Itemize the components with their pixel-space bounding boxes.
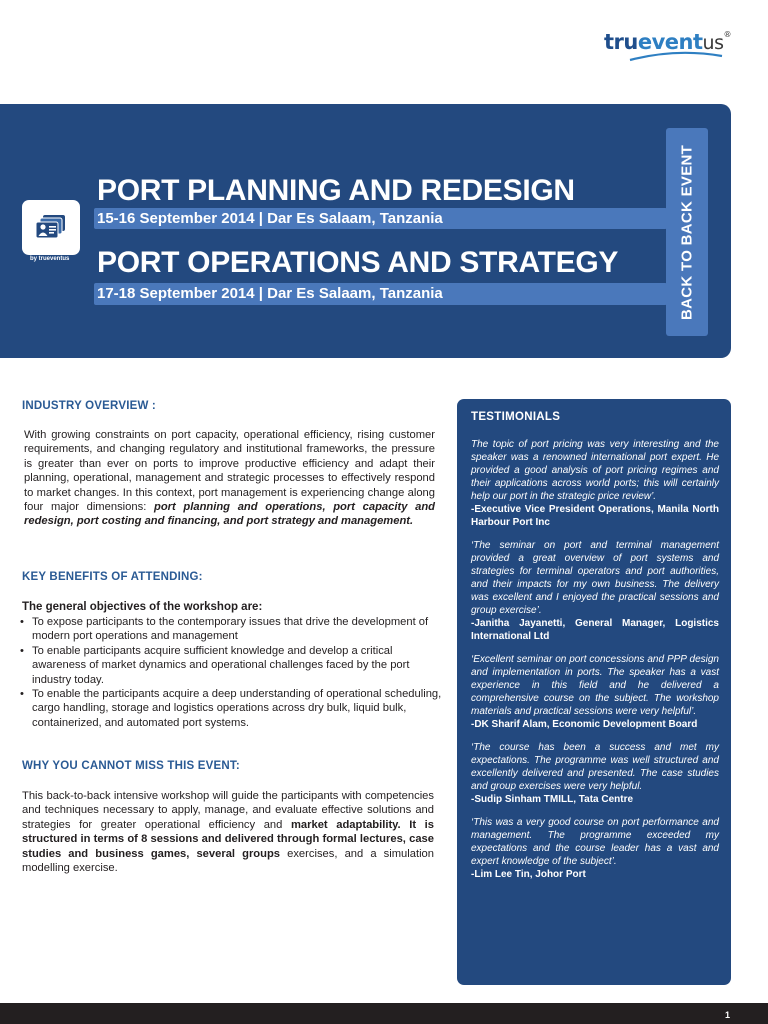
event-badge-icon xyxy=(22,200,80,255)
testimonials-heading: TESTIMONIALS xyxy=(471,411,561,423)
testimonial-item xyxy=(471,653,719,731)
event-title-port-planning: PORT PLANNING AND REDESIGN xyxy=(97,174,575,207)
testimonial-item xyxy=(471,438,719,529)
why-text-bold: market adaptability. It is structured in terms of 8 sessions and delivered through formal lectures, case studies and business games, several groups xyxy=(22,818,434,860)
industry-overview-heading: INDUSTRY OVERVIEW : xyxy=(22,400,156,412)
logo-registered-mark: ® xyxy=(723,30,731,39)
testimonial-author: -Lim Lee Tin, Johor Port xyxy=(471,869,586,880)
key-benefits-heading: KEY BENEFITS OF ATTENDING: xyxy=(22,571,203,583)
business-cards-icon xyxy=(35,214,67,240)
testimonial-item xyxy=(471,741,719,806)
benefit-text: To enable the participants acquire a deep understanding of operational scheduling, cargo handling, storage and logistics operations across dry bulk, liquid bulk, containerized, and automated port systems. xyxy=(32,688,442,729)
testimonial-author: -Executive Vice President Operations, Manila North Harbour Port Inc xyxy=(471,504,719,528)
event-title-port-operations: PORT OPERATIONS AND STRATEGY xyxy=(97,246,619,279)
back-to-back-label: BACK TO BACK EVENT xyxy=(678,144,696,320)
logo-text-tru: tru xyxy=(604,30,638,54)
event-header-banner xyxy=(0,104,731,358)
testimonial-author: -Sudip Sinham TMILL, Tata Centre xyxy=(471,794,634,805)
badge-caption: by trueventus xyxy=(30,256,70,262)
page-footer-bar xyxy=(0,1003,768,1024)
benefits-list xyxy=(20,615,442,730)
event-date-location-1: 15-16 September 2014 | Dar Es Salaam, Tanzania xyxy=(97,210,443,227)
logo-swoosh-icon xyxy=(628,50,724,62)
logo-text-us: us xyxy=(702,32,724,54)
testimonial-author: -Janitha Jayanetti, General Manager, Logistics International Ltd xyxy=(471,618,719,642)
logo-text-event: event xyxy=(637,30,703,54)
list-item xyxy=(20,615,442,644)
testimonial-quote: ‘The seminar on port and terminal management provided a great overview of port systems and strategies for terminal operators and port authorities, and their impacts for my own business. The delivery was excellent and I enjoyed the practical sessions and group exercise’. xyxy=(471,540,719,616)
testimonial-quote: The topic of port pricing was very interesting and the speaker was a renowned international port expert. He provided a good analysis of port pricing regimes and their applications across world ports; this will certainly help our port in the strategic price review’. xyxy=(471,439,719,502)
why-attend-text xyxy=(22,789,434,875)
testimonial-quote: ‘This was a very good course on port performance and management. The programme exceeded my expectations and the course leader has a vast and expert knowledge of the subject’. xyxy=(471,817,719,867)
bullet-icon: • xyxy=(20,616,24,628)
testimonial-quote: ‘The course has been a success and met my expectations. The programme was well structured and excellently delivered and presented. The case studies and group exercises were very helpful. xyxy=(471,742,719,792)
testimonial-quote: ‘Excellent seminar on port concessions and PPP design and implementation in ports. The speaker has a vast experience in this field and he delivered a comprehensive course on the subject. The workshop materials and practical sessions were very helpful’. xyxy=(471,654,719,717)
benefits-lead-text: The general objectives of the workshop are: xyxy=(22,601,263,613)
event-date-location-2: 17-18 September 2014 | Dar Es Salaam, Tanzania xyxy=(97,285,443,302)
benefit-text: To expose participants to the contemporary issues that drive the development of modern port operations and management xyxy=(32,616,429,643)
overview-emphasis-text: port planning and operations, port capacity and redesign, port costing and financing, and port strategy and management. xyxy=(24,501,435,528)
bullet-icon: • xyxy=(20,644,24,657)
list-item xyxy=(20,644,442,687)
testimonials-list xyxy=(471,438,719,891)
testimonial-item xyxy=(471,539,719,643)
why-text-part-2: exercises, and a simulation modelling exercise. xyxy=(22,847,434,875)
benefit-text: To enable participants acquire sufficient knowledge and develop a critical awareness of market dynamics and operational challenges faced by the port industry today. xyxy=(32,644,410,686)
testimonial-author: -DK Sharif Alam, Economic Development Board xyxy=(471,719,698,730)
testimonial-item xyxy=(471,816,719,881)
overview-plain-text: With growing constraints on port capacity, operational efficiency, rising customer requirements, and changing regulatory and institutional frameworks, the pressure is greater than ever on ports to improve productive efficiency and adapt their planning, operational, management and strategic processes to effectively respond to market changes. In this context, port management is experiencing change along four major dimensions: xyxy=(24,429,435,514)
page-number: 1 xyxy=(724,1010,730,1020)
industry-overview-text xyxy=(24,428,435,529)
why-text-part-1: This back-to-back intensive workshop will guide the participants with competencies and techniques necessary to apply, manage, and evaluate effective solutions and strategies for greater operational efficiency and xyxy=(22,790,434,831)
list-item xyxy=(20,687,442,730)
why-attend-heading: WHY YOU CANNOT MISS THIS EVENT: xyxy=(22,760,240,772)
bullet-icon: • xyxy=(20,688,24,701)
